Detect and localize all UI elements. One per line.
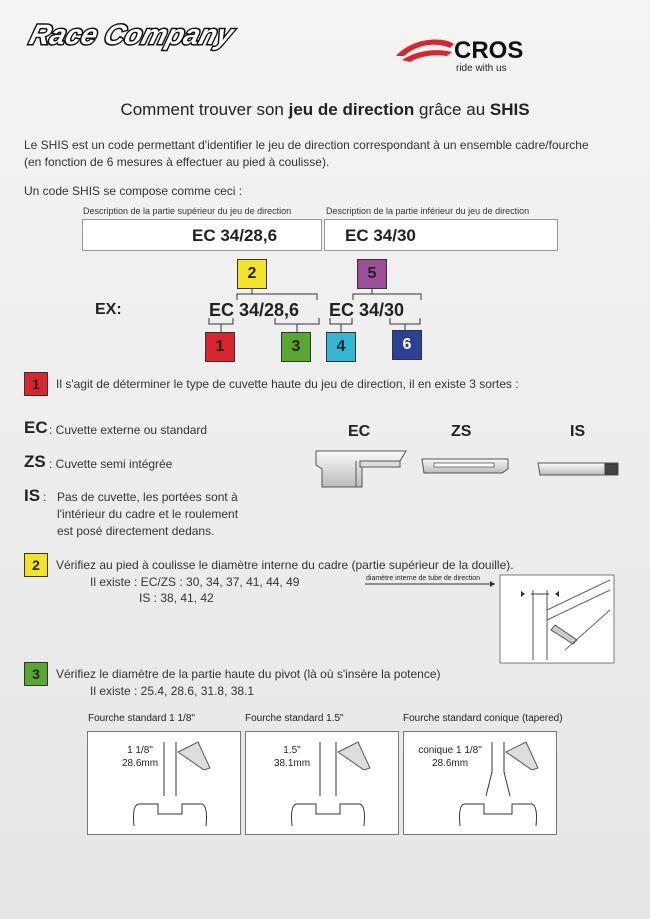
upper-desc: Description de la partie supérieur du jeu de direction (83, 206, 292, 216)
fork-1-label: 1 1/8" 28.6mm (121, 745, 159, 769)
marker-2: 2 (237, 259, 267, 289)
frame-diagram (365, 570, 615, 665)
lower-desc: Description de la partie inférieur du jeu de direction (326, 206, 530, 216)
fork-1-panel (87, 731, 241, 835)
diagram-label: diamètre interne de tube de direction (366, 575, 481, 582)
fork-2-label: 1.5" 38.1mm (273, 745, 311, 769)
header-is: IS (570, 423, 586, 440)
race-company-logo (26, 14, 237, 84)
fork-3-panel (403, 731, 557, 835)
fork-1-title: Fourche standard 1 1/8" (88, 713, 195, 724)
marker-6: 6 (392, 330, 422, 360)
fork-2-title: Fourche standard 1.5" (245, 713, 344, 724)
section-2-text: Vérifiez au pied à coulisse le diamètre interne du cadre (partie supérieur de la douille). (56, 558, 514, 572)
example-code-upper: EC 34/28,6 (209, 300, 300, 320)
section-2-exist-ec: Il existe : EC/ZS : 30, 34, 37, 41, 44, 49 (90, 575, 300, 589)
marker-4: 4 (326, 332, 356, 362)
section-3-exist: Il existe : 25.4, 28.6, 31.8, 38.1 (90, 684, 255, 698)
marker-1: 1 (205, 332, 235, 362)
marker-5: 5 (357, 259, 387, 289)
section-2-badge: 2 (24, 553, 48, 577)
section-1-badge: 1 (24, 372, 48, 396)
section-1-text: Il s'agit de déterminer le type de cuvette haute du jeu de direction, il en existe 3 sortes : (56, 377, 519, 391)
compose-text: Un code SHIS se compose comme ceci : (24, 184, 243, 198)
svg-text:ride with us: ride with us (456, 63, 507, 74)
section-3-text: Vérifiez le diamètre de la partie haute du pivot (là où s'insère la potence) (56, 667, 441, 681)
svg-text:CROS: CROS (454, 37, 524, 64)
upper-code: EC 34/28,6 (192, 226, 278, 245)
cros-logo (392, 34, 612, 74)
header-zs: ZS (451, 423, 472, 440)
example-label: EX: (95, 301, 122, 318)
type-is-code: IS (24, 486, 41, 505)
section-2-exist-is: IS : 38, 41, 42 (139, 591, 214, 605)
lower-code: EC 34/30 (345, 226, 416, 245)
example-brackets (200, 280, 440, 335)
fork-3-title: Fourche standard conique (tapered) (403, 713, 563, 724)
type-is-desc: Pas de cuvette, les portées sont à l'intérieur du cadre et le roulement est posé directement dedans. (57, 490, 239, 538)
fork-2-panel (245, 731, 399, 835)
example-code-lower: EC 34/30 (329, 300, 405, 320)
section-3-badge: 3 (24, 662, 48, 686)
type-ec-code: EC (24, 418, 48, 437)
type-ec-desc: : Cuvette externe ou standard (49, 423, 208, 437)
header-ec: EC (348, 423, 371, 440)
page-title: Comment trouver son jeu de direction grâce au SHIS (120, 100, 530, 119)
type-zs-desc: : Cuvette semi intégrée (49, 457, 173, 471)
logo-word-race: Race Company (26, 19, 237, 51)
intro-text: Le SHIS est un code permettant d'identifier le jeu de direction correspondant à un ensemble cadre/fourche (en fonction de 6 mesures à effectuer au pied à coulisse). (24, 138, 589, 169)
cup-diagrams (310, 445, 630, 495)
fork-3-label: conique 1 1/8" 28.6mm (418, 745, 482, 769)
marker-3: 3 (281, 332, 311, 362)
type-is-colon: : (43, 490, 47, 504)
type-zs-code: ZS (24, 452, 46, 471)
